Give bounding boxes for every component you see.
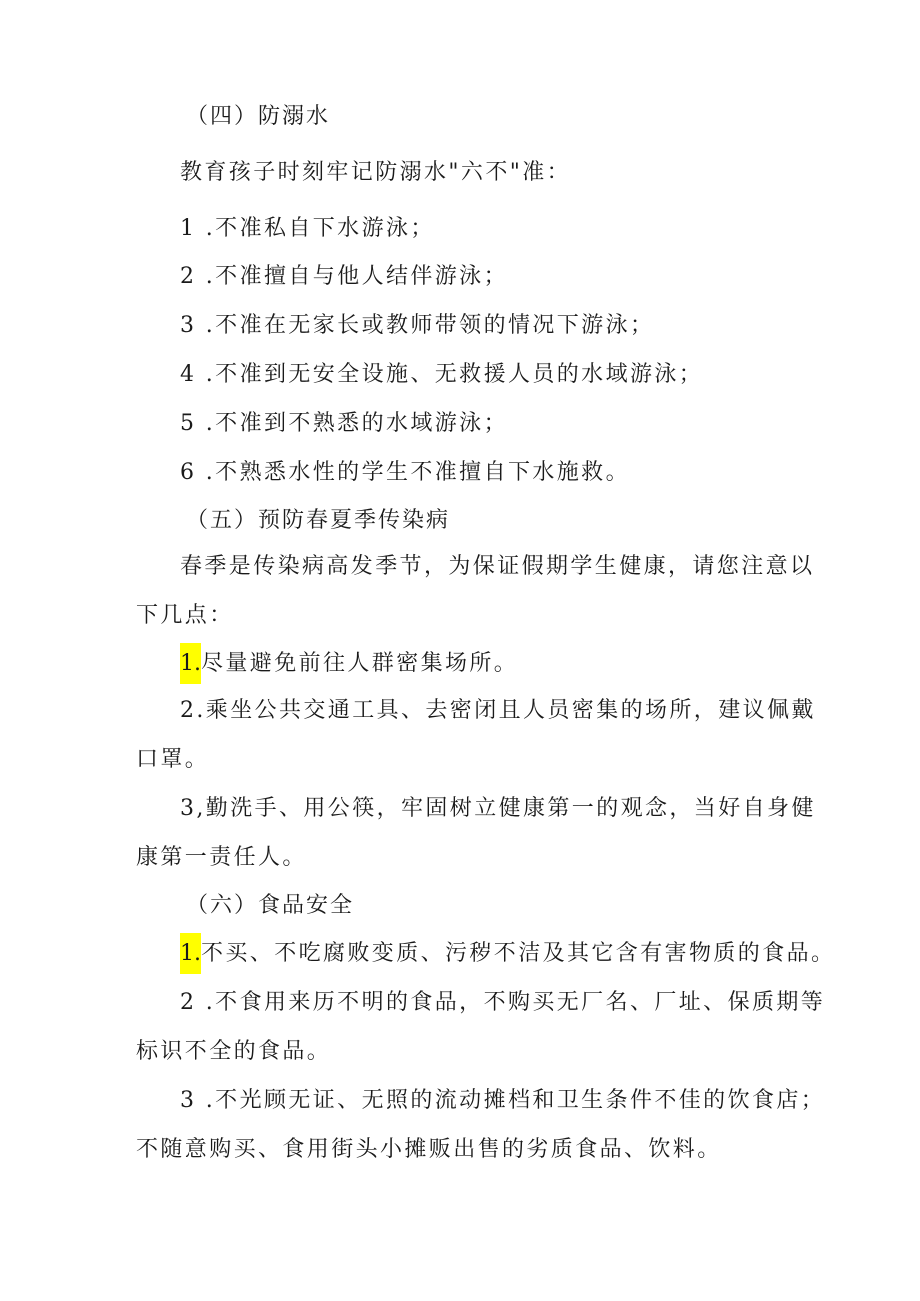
list-item xyxy=(180,941,835,967)
list-item: 2 .不准擅自与他人结伴游泳； xyxy=(180,264,508,289)
list-item-continuation: 康第一责任人。 xyxy=(136,845,307,870)
list-item: 5 .不准到不熟悉的水域游泳； xyxy=(180,411,508,436)
list-item: 3 .不准在无家长或教师带领的情况下游泳； xyxy=(180,313,655,338)
list-item: 3 .不光顾无证、无照的流动摊档和卫生条件不佳的饮食店； xyxy=(180,1088,826,1113)
list-item: 3,勤洗手、用公筷，牢固树立健康第一的观念，当好自身健 xyxy=(180,796,816,821)
list-item: 1 .不准私自下水游泳； xyxy=(180,216,435,241)
list-item: 2 .不食用来历不明的食品，不购买无厂名、厂址、保质期等 xyxy=(180,990,826,1015)
list-item: 2.乘坐公共交通工具、去密闭且人员密集的场所，建议佩戴 xyxy=(180,698,816,723)
list-item-continuation: 不随意购买、食用街头小摊贩出售的劣质食品、饮料。 xyxy=(136,1137,722,1162)
list-item-text: 不买、不吃腐败变质、污秽不洁及其它含有害物质的食品。 xyxy=(201,941,836,966)
section-4-intro: 教育孩子时刻牢记防溺水"六不"准： xyxy=(180,160,572,185)
section-6-heading: （六）食品安全 xyxy=(186,893,355,918)
list-item-continuation: 口罩。 xyxy=(136,747,210,772)
list-item xyxy=(180,651,518,677)
section-5-intro-line-1: 春季是传染病高发季节，为保证假期学生健康，请您注意以 xyxy=(180,554,815,579)
section-5-intro-line-2: 下几点： xyxy=(136,603,234,628)
highlighted-list-marker: 1. xyxy=(180,933,201,974)
list-item-continuation: 标识不全的食品。 xyxy=(136,1039,332,1064)
section-4-heading: （四）防溺水 xyxy=(186,104,331,129)
list-item-text: 尽量避免前往人群密集场所。 xyxy=(201,651,519,676)
section-5-heading: （五）预防春夏季传染病 xyxy=(186,508,451,533)
list-item: 4 .不准到无安全设施、无救援人员的水域游泳； xyxy=(180,362,704,387)
list-item: 6 .不熟悉水性的学生不准擅自下水施救。 xyxy=(180,460,630,485)
highlighted-list-marker: 1. xyxy=(180,643,201,684)
